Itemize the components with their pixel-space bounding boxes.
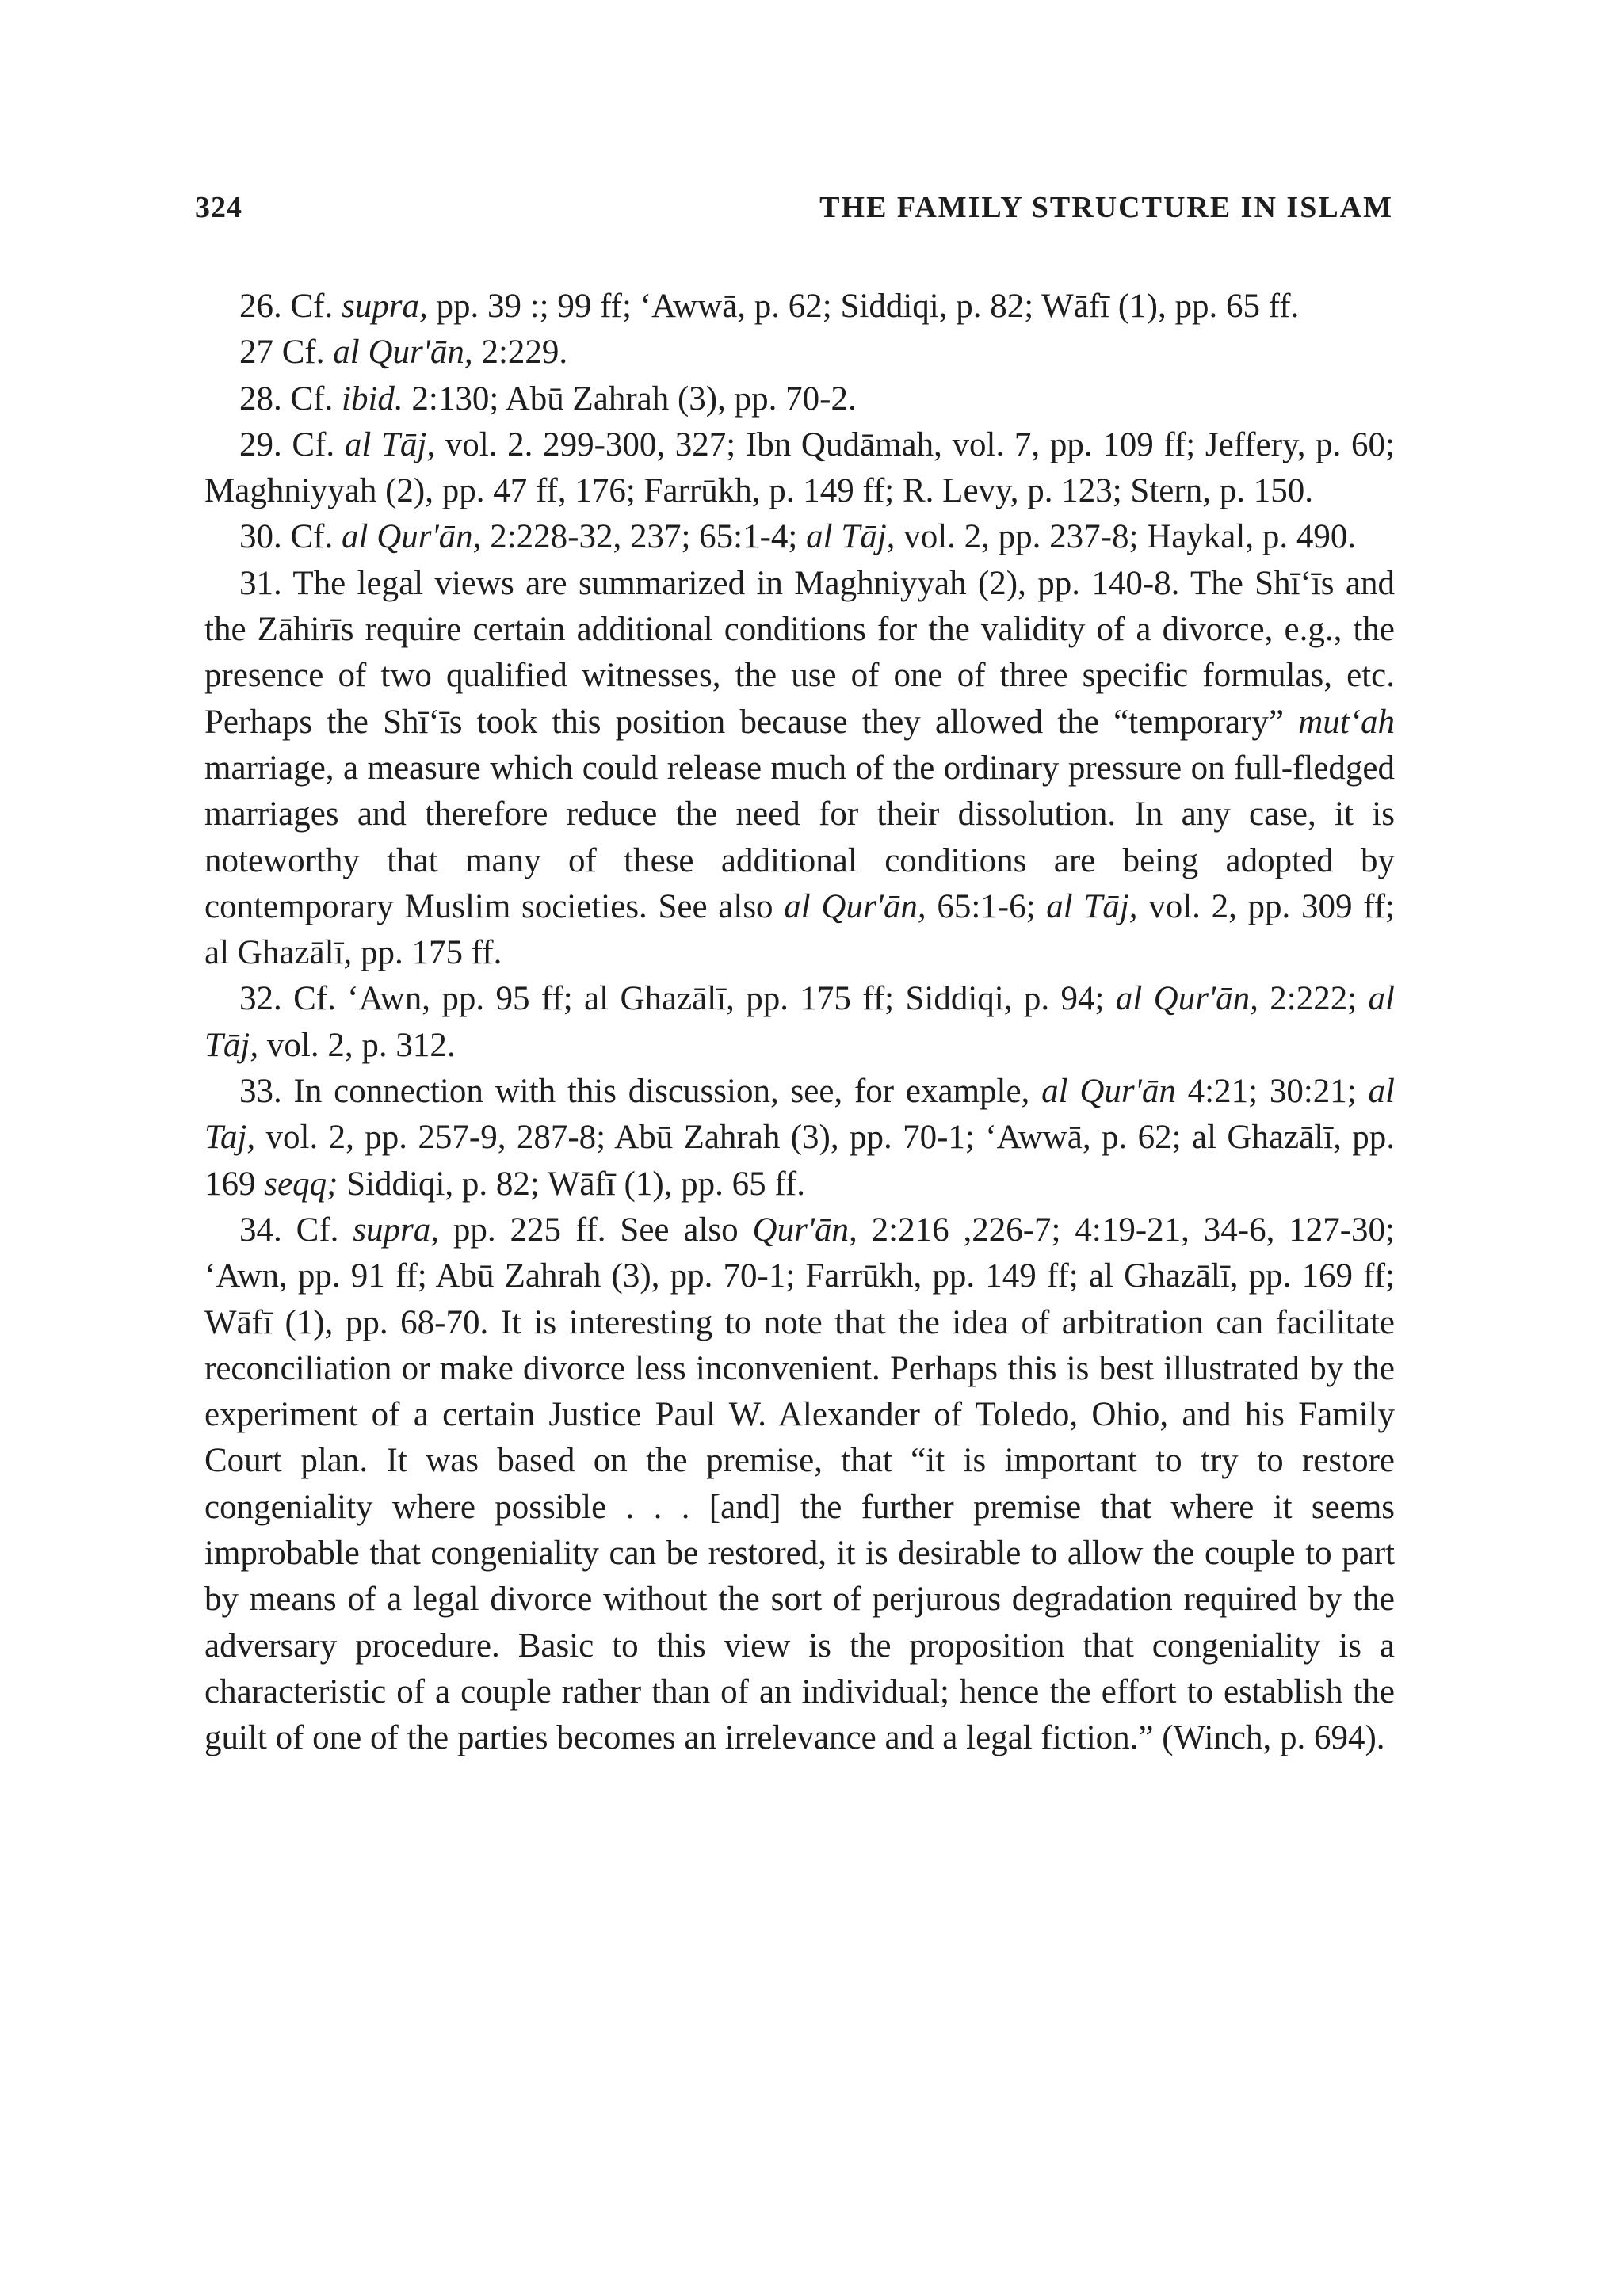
citation-italic-34-3: Qur'ān, [752, 1211, 857, 1249]
note-text-32-2: 2:222; [1258, 980, 1369, 1018]
note-text-27-2: 2:229. [472, 334, 568, 372]
citation-italic-31-5: al Tāj, [1046, 887, 1138, 925]
citation-italic-33-3: al Taj, [204, 1073, 1395, 1157]
note-text-34-4: 2:216 ,226-7; 4:19-21, 34-6, 127-30; ‘Awn, pp. 91 ff; Abū Zahrah (3), pp. 70-1; Farrūkh, pp. 149 ff; al Ghazālī, pp. 169 ff; Wāfī (1), pp. 68-70. It is interesting to note that the idea of arbitration can facilitate reconciliation or make divorce less inconvenient. Perhaps this is best illustrated by the experiment of a certain Justice Paul W. Alexander of Toledo, Ohio, and his Family Court plan. It was based on the premise, that “it is important to try to restore congeniality where possible . . . [and] the further premise that where it seems improbable that congeniality can be restored, it is desirable to allow the couple to part by means of a legal divorce without the sort of perjurous degradation required by the adversary procedure. Basic to this view is the proposition that congeniality is a characteristic of a couple rather than of an individual; hence the effort to establish the guilt of one of the parties becomes an irrelevance and a legal fiction.” (Winch, p. 694). [204, 1211, 1396, 1757]
note-text-34-0: 34. Cf. [239, 1211, 353, 1249]
note-text-30-0: 30. Cf. [239, 518, 342, 556]
note-text-31-0: 31. The legal views are summarized in Maghniyyah (2), pp. 140-8. The Shī‘īs and the Zāhirīs require certain additional conditions for the validity of a divorce, e.g., the presence of two qualified witnesses, the use of one of three specific formulas, etc. Perhaps the Shī‘īs took this position because they allowed the “temporary” [204, 564, 1395, 741]
citation-italic-31-3: al Qur'ān, [784, 887, 926, 925]
citation-italic-26-1: supra, [342, 288, 428, 325]
citation-italic-33-5: seqq; [264, 1165, 338, 1203]
note-text-33-2: 4:21; 30:21; [1175, 1073, 1369, 1111]
citation-italic-32-3: al Tāj, [204, 980, 1395, 1064]
note-text-27-0: 27 Cf. [239, 334, 334, 372]
running-head: THE FAMILY STRUCTURE IN ISLAM [819, 191, 1393, 224]
endnote-30 [204, 514, 1395, 560]
note-text-31-6: vol. 2, pp. 309 ff; al Ghazālī, pp. 175 ff. [204, 887, 1396, 972]
note-text-28-2: 2:130; Abū Zahrah (3), pp. 70-2. [403, 379, 857, 418]
note-text-26-0: 26. Cf. [239, 288, 342, 325]
endnote-31 [204, 561, 1395, 977]
citation-italic-31-1: mut‘ah [1298, 703, 1395, 741]
endnote-27 [204, 330, 1395, 376]
note-text-31-2: marriage, a measure which could release much of the ordinary pressure on full-fledged marriages and therefore reduce the need for their dissolution. In any case, it is noteworthy that many of these additional conditions are being adopted by contemporary Muslim societies. See also [204, 749, 1395, 925]
note-text-33-6: Siddiqi, p. 82; Wāfī (1), pp. 65 ff. [338, 1165, 806, 1203]
note-text-33-4: vol. 2, pp. 257-9, 287-8; Abū Zahrah (3), pp. 70-1; ‘Awwā, p. 62; al Ghazālī, pp. 169 [204, 1119, 1395, 1203]
note-text-29-0: 29. Cf. [239, 425, 345, 463]
note-text-31-4: 65:1-6; [926, 887, 1047, 925]
citation-italic-28-1: ibid. [342, 379, 403, 418]
endnote-34 [204, 1207, 1395, 1762]
note-text-32-0: 32. Cf. ‘Awn, pp. 95 ff; al Ghazālī, pp. 175 ff; Siddiqi, p. 94; [239, 980, 1116, 1018]
endnote-32 [204, 976, 1395, 1069]
note-text-33-0: 33. In connection with this discussion, see, for example, [239, 1073, 1042, 1111]
note-text-29-2: vol. 2. 299-300, 327; Ibn Qudāmah, vol. 7, pp. 109 ff; Jeffery, p. 60; Maghniyyah (2), pp. 47 ff, 176; Farrūkh, p. 149 ff; R. Levy, p. 123; Stern, p. 150. [204, 425, 1396, 510]
endnote-33 [204, 1069, 1395, 1207]
endnote-29 [204, 422, 1395, 515]
citation-italic-29-1: al Tāj, [344, 425, 436, 463]
page-number: 324 [195, 191, 242, 224]
endnote-28 [204, 376, 1395, 422]
note-text-28-0: 28. Cf. [239, 379, 342, 418]
endnote-26 [204, 284, 1395, 330]
note-text-32-4: vol. 2, p. 312. [258, 1026, 456, 1064]
citation-italic-30-1: al Qur'ān, [342, 518, 482, 556]
endnotes [204, 284, 1395, 1762]
citation-italic-27-1: al Qur'ān, [333, 334, 473, 372]
note-text-30-4: vol. 2, pp. 237-8; Haykal, p. 490. [895, 518, 1357, 556]
citation-italic-34-1: supra, [353, 1211, 439, 1249]
note-text-34-2: pp. 225 ff. See also [439, 1211, 753, 1249]
citation-italic-30-3: al Tāj, [806, 518, 896, 556]
citation-italic-32-1: al Qur'ān, [1115, 980, 1258, 1018]
note-text-26-2: pp. 39 :; 99 ff; ‘Awwā, p. 62; Siddiqi, p. 82; Wāfī (1), pp. 65 ff. [427, 288, 1300, 325]
note-text-30-2: 2:228-32, 237; 65:1-4; [481, 518, 807, 556]
citation-italic-33-1: al Qur'ān [1041, 1073, 1176, 1111]
